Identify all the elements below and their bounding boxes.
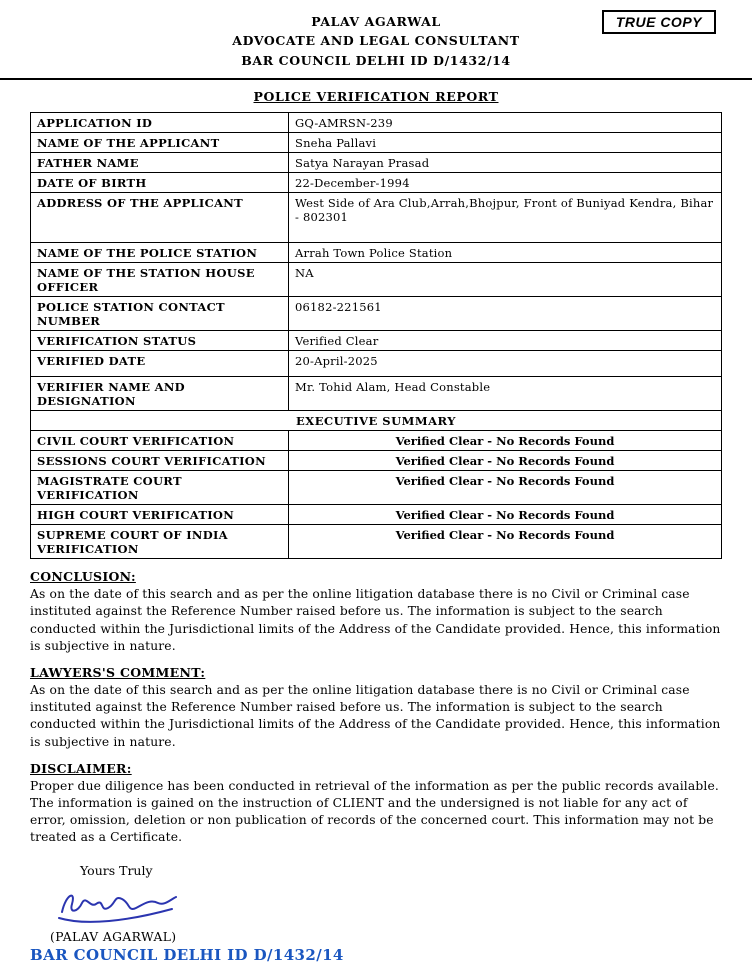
executive-summary-title: EXECUTIVE SUMMARY [31,411,722,431]
row-label: VERIFIER NAME AND DESIGNATION [31,377,289,411]
row-value: Verified Clear - No Records Found [289,505,722,525]
signatory-name: (PALAV AGARWAL) [50,929,177,944]
row-value: Arrah Town Police Station [289,243,722,263]
row-label: MAGISTRATE COURT VERIFICATION [31,471,289,505]
row-value: GQ-AMRSN-239 [289,113,722,133]
table-row [31,377,722,411]
report-title: POLICE VERIFICATION REPORT [253,89,499,105]
summary-row [31,525,722,559]
section-body: As on the date of this search and as per the online litigation database there is no Civil or Criminal case instituted against the Reference Number raised before us. The information is subject to the search conducted within the Jurisdictional limits of the Address of the Candidate provided. Hence, this information is subjective in nature. [30,682,721,749]
table-row [31,297,722,331]
advocate-bar-id: BAR COUNCIL DELHI ID D/1432/14 [241,52,511,68]
advocate-role: ADVOCATE AND LEGAL CONSULTANT [232,33,520,49]
section-disclaimer [30,761,722,847]
summary-row [31,451,722,471]
row-value: West Side of Ara Club,Arrah,Bhojpur, Front of Buniyad Kendra, Bihar - 802301 [289,193,722,243]
table-row [31,331,722,351]
bar-council-id: BAR COUNCIL DELHI ID D/1432/14 [30,945,344,964]
signature-stroke [54,882,184,926]
row-value: Mr. Tohid Alam, Head Constable [289,377,722,411]
signature-image [54,882,722,930]
yours-truly: Yours Truly [80,862,153,878]
executive-summary-header-row [31,411,722,431]
row-value: Sneha Pallavi [289,133,722,153]
row-value: Satya Narayan Prasad [289,153,722,173]
section-heading: LAWYERS'S COMMENT: [30,664,206,680]
verification-table [30,112,722,559]
row-label: CIVIL COURT VERIFICATION [31,431,289,451]
row-label: NAME OF THE STATION HOUSE OFFICER [31,263,289,297]
row-value: Verified Clear - No Records Found [289,451,722,471]
summary-row [31,471,722,505]
section-conclusion [30,569,722,655]
section-heading: CONCLUSION: [30,569,136,585]
row-value: NA [289,263,722,297]
row-label: FATHER NAME [31,153,289,173]
header-divider [0,78,752,80]
row-label: SUPREME COURT OF INDIA VERIFICATION [31,525,289,559]
row-label: ADDRESS OF THE APPLICANT [31,193,289,243]
table-row [31,153,722,173]
row-label: POLICE STATION CONTACT NUMBER [31,297,289,331]
true-copy-stamp: TRUE COPY [602,10,716,34]
advocate-name: PALAV AGARWAL [311,14,441,29]
table-row-address [31,193,722,243]
table-row [31,113,722,133]
summary-row [31,431,722,451]
section-lawyers-comment [30,665,722,751]
summary-row [31,505,722,525]
row-value: 06182-221561 [289,297,722,331]
row-label: NAME OF THE POLICE STATION [31,243,289,263]
row-label: VERIFICATION STATUS [31,331,289,351]
row-value: Verified Clear - No Records Found [289,431,722,451]
row-label: SESSIONS COURT VERIFICATION [31,451,289,471]
row-value: Verified Clear [289,331,722,351]
table-row [31,351,722,377]
row-label: DATE OF BIRTH [31,173,289,193]
table-row [31,263,722,297]
row-label: HIGH COURT VERIFICATION [31,505,289,525]
row-label: VERIFIED DATE [31,351,289,377]
row-value: Verified Clear - No Records Found [289,525,722,559]
section-heading: DISCLAIMER: [30,760,132,776]
section-body: As on the date of this search and as per the online litigation database there is no Civil or Criminal case instituted against the Reference Number raised before us. The information is subject to the search conducted within the Jurisdictional limits of the Address of the Candidate provided. Hence, this information is subjective in nature. [30,587,721,653]
section-body: Proper due diligence has been conducted in retrieval of the information as per the public records available. The information is gained on the instruction of CLIENT and the undersigned is not liable for any act of error, omission, deletion or non publication of records of the concerned court. This information may not be treated as a Certificate. [30,778,719,845]
row-value: Verified Clear - No Records Found [289,471,722,505]
row-value: 20-April-2025 [289,351,722,377]
row-label: APPLICATION ID [31,113,289,133]
table-row [31,133,722,153]
table-row [31,173,722,193]
table-row [31,243,722,263]
row-label: NAME OF THE APPLICANT [31,133,289,153]
row-value: 22-December-1994 [289,173,722,193]
